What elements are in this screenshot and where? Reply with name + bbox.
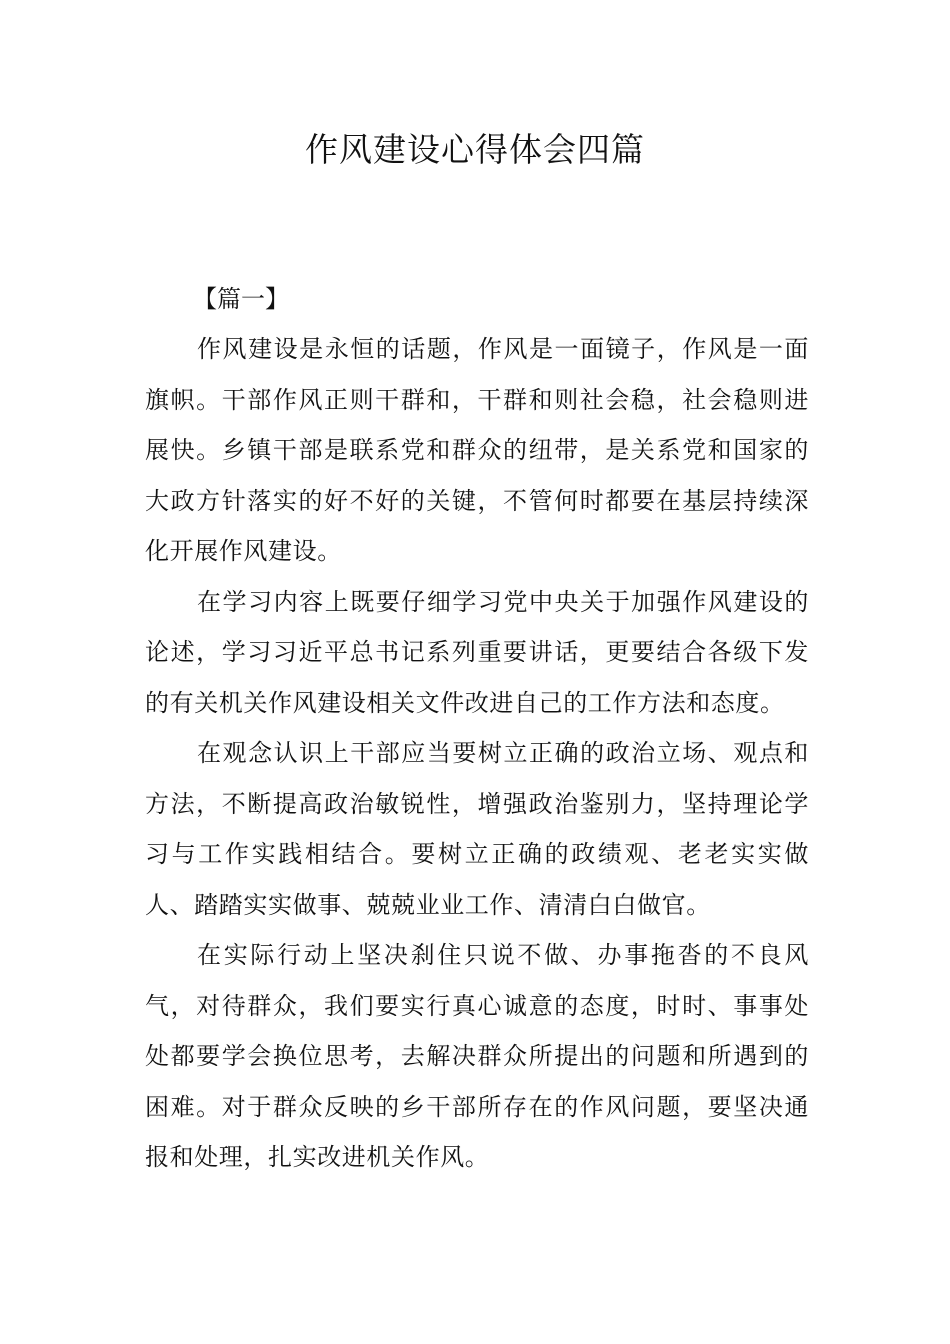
paragraph-3: 在观念认识上干部应当要树立正确的政治立场、观点和方法，不断提高政治敏锐性，增强政治鉴别力，坚持理论学习与工作实践相结合。要树立正确的政绩观、老老实实做人、踏踏实实做事、兢兢业业工作、清清白白做官。 <box>145 739 809 919</box>
document-body <box>145 274 809 1183</box>
paragraph-2: 在学习内容上既要仔细学习党中央关于加强作风建设的论述，学习习近平总书记系列重要讲话，更要结合各级下发的有关机关作风建设相关文件改进自己的工作方法和态度。 <box>145 587 809 717</box>
paragraph-1: 作风建设是永恒的话题，作风是一面镜子，作风是一面旗帜。干部作风正则干群和，干群和则社会稳，社会稳则进展快。乡镇干部是联系党和群众的纽带，是关系党和国家的大政方针落实的好不好的关键，不管何时都要在基层持续深化开展作风建设。 <box>145 335 809 565</box>
paragraph-4: 在实际行动上坚决刹住只说不做、办事拖沓的不良风气，对待群众，我们要实行真心诚意的态度，时时、事事处处都要学会换位思考，去解决群众所提出的问题和所遇到的困难。对于群众反映的乡干部所存在的作风问题，要坚决通报和处理，扎实改进机关作风。 <box>145 941 809 1171</box>
document-title: 作风建设心得体会四篇 <box>305 130 645 169</box>
section-label: 【篇一】 <box>193 285 289 313</box>
